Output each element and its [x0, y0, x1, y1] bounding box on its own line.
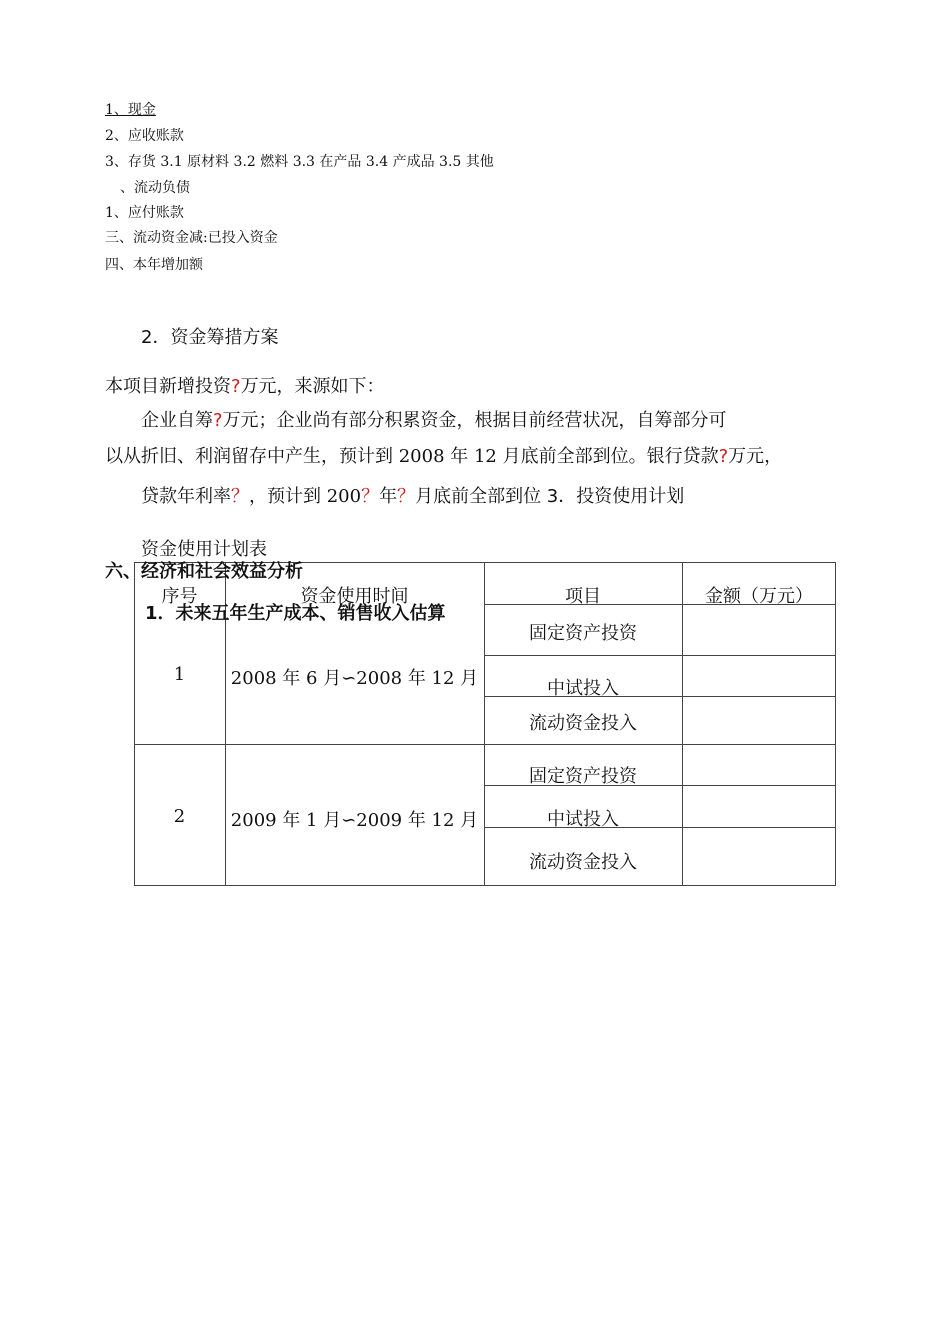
list-item-payables: 1、应付账款	[105, 205, 184, 221]
funding-intro: 本项目新增投资?万元，来源如下：	[105, 376, 385, 397]
list-item-receivables: 2、应收账款	[105, 128, 184, 144]
list-item-current-liabilities: 、流动负债	[120, 180, 190, 196]
row-period: 2008 年 6 月∽2008 年 12 月	[230, 668, 479, 689]
header-period: 资金使用时间	[300, 586, 409, 607]
row-item: 固定资产投资	[529, 766, 637, 787]
section-heading-funding: 2．资金筹措方案	[141, 327, 279, 348]
table-title: 资金使用计划表	[141, 539, 267, 560]
subsection-heading-cost-revenue: 1．未来五年生产成本、销售收入估算	[145, 603, 446, 624]
list-item-cash: 1、现金	[105, 102, 156, 118]
row-item: 中试投入	[547, 678, 619, 699]
header-amount: 金额（万元）	[705, 586, 813, 607]
row-item: 固定资产投资	[529, 623, 637, 644]
row-item: 流动资金投入	[529, 713, 637, 734]
funding-line-2: 以从折旧、利润留存中产生，预计到 2008 年 12 月底前全部到位。银行贷款?万元，	[105, 446, 783, 467]
list-item-working-capital: 三、流动资金减:已投入资金	[105, 230, 278, 246]
row-period: 2009 年 1 月∽2009 年 12 月	[230, 810, 479, 831]
funding-line-3: 贷款年利率？，预计到 200？年？月底前全部到位 3．投资使用计划	[141, 486, 685, 507]
row-item: 中试投入	[547, 809, 619, 830]
list-item-inventory: 3、存货 3.1 原材料 3.2 燃料 3.3 在产品 3.4 产成品 3.5 其他	[105, 154, 494, 170]
list-item-annual-increase: 四、本年增加额	[105, 257, 203, 273]
section-heading-benefit-analysis: 六、经济和社会效益分析	[105, 561, 303, 582]
row-no: 1	[173, 664, 186, 685]
funding-line-1: 企业自筹?万元；企业尚有部分积累资金，根据目前经营状况，自筹部分可	[141, 410, 727, 431]
header-item: 项目	[565, 586, 601, 607]
header-no: 序号	[161, 586, 198, 607]
row-item: 流动资金投入	[529, 852, 637, 873]
row-no: 2	[173, 806, 186, 827]
